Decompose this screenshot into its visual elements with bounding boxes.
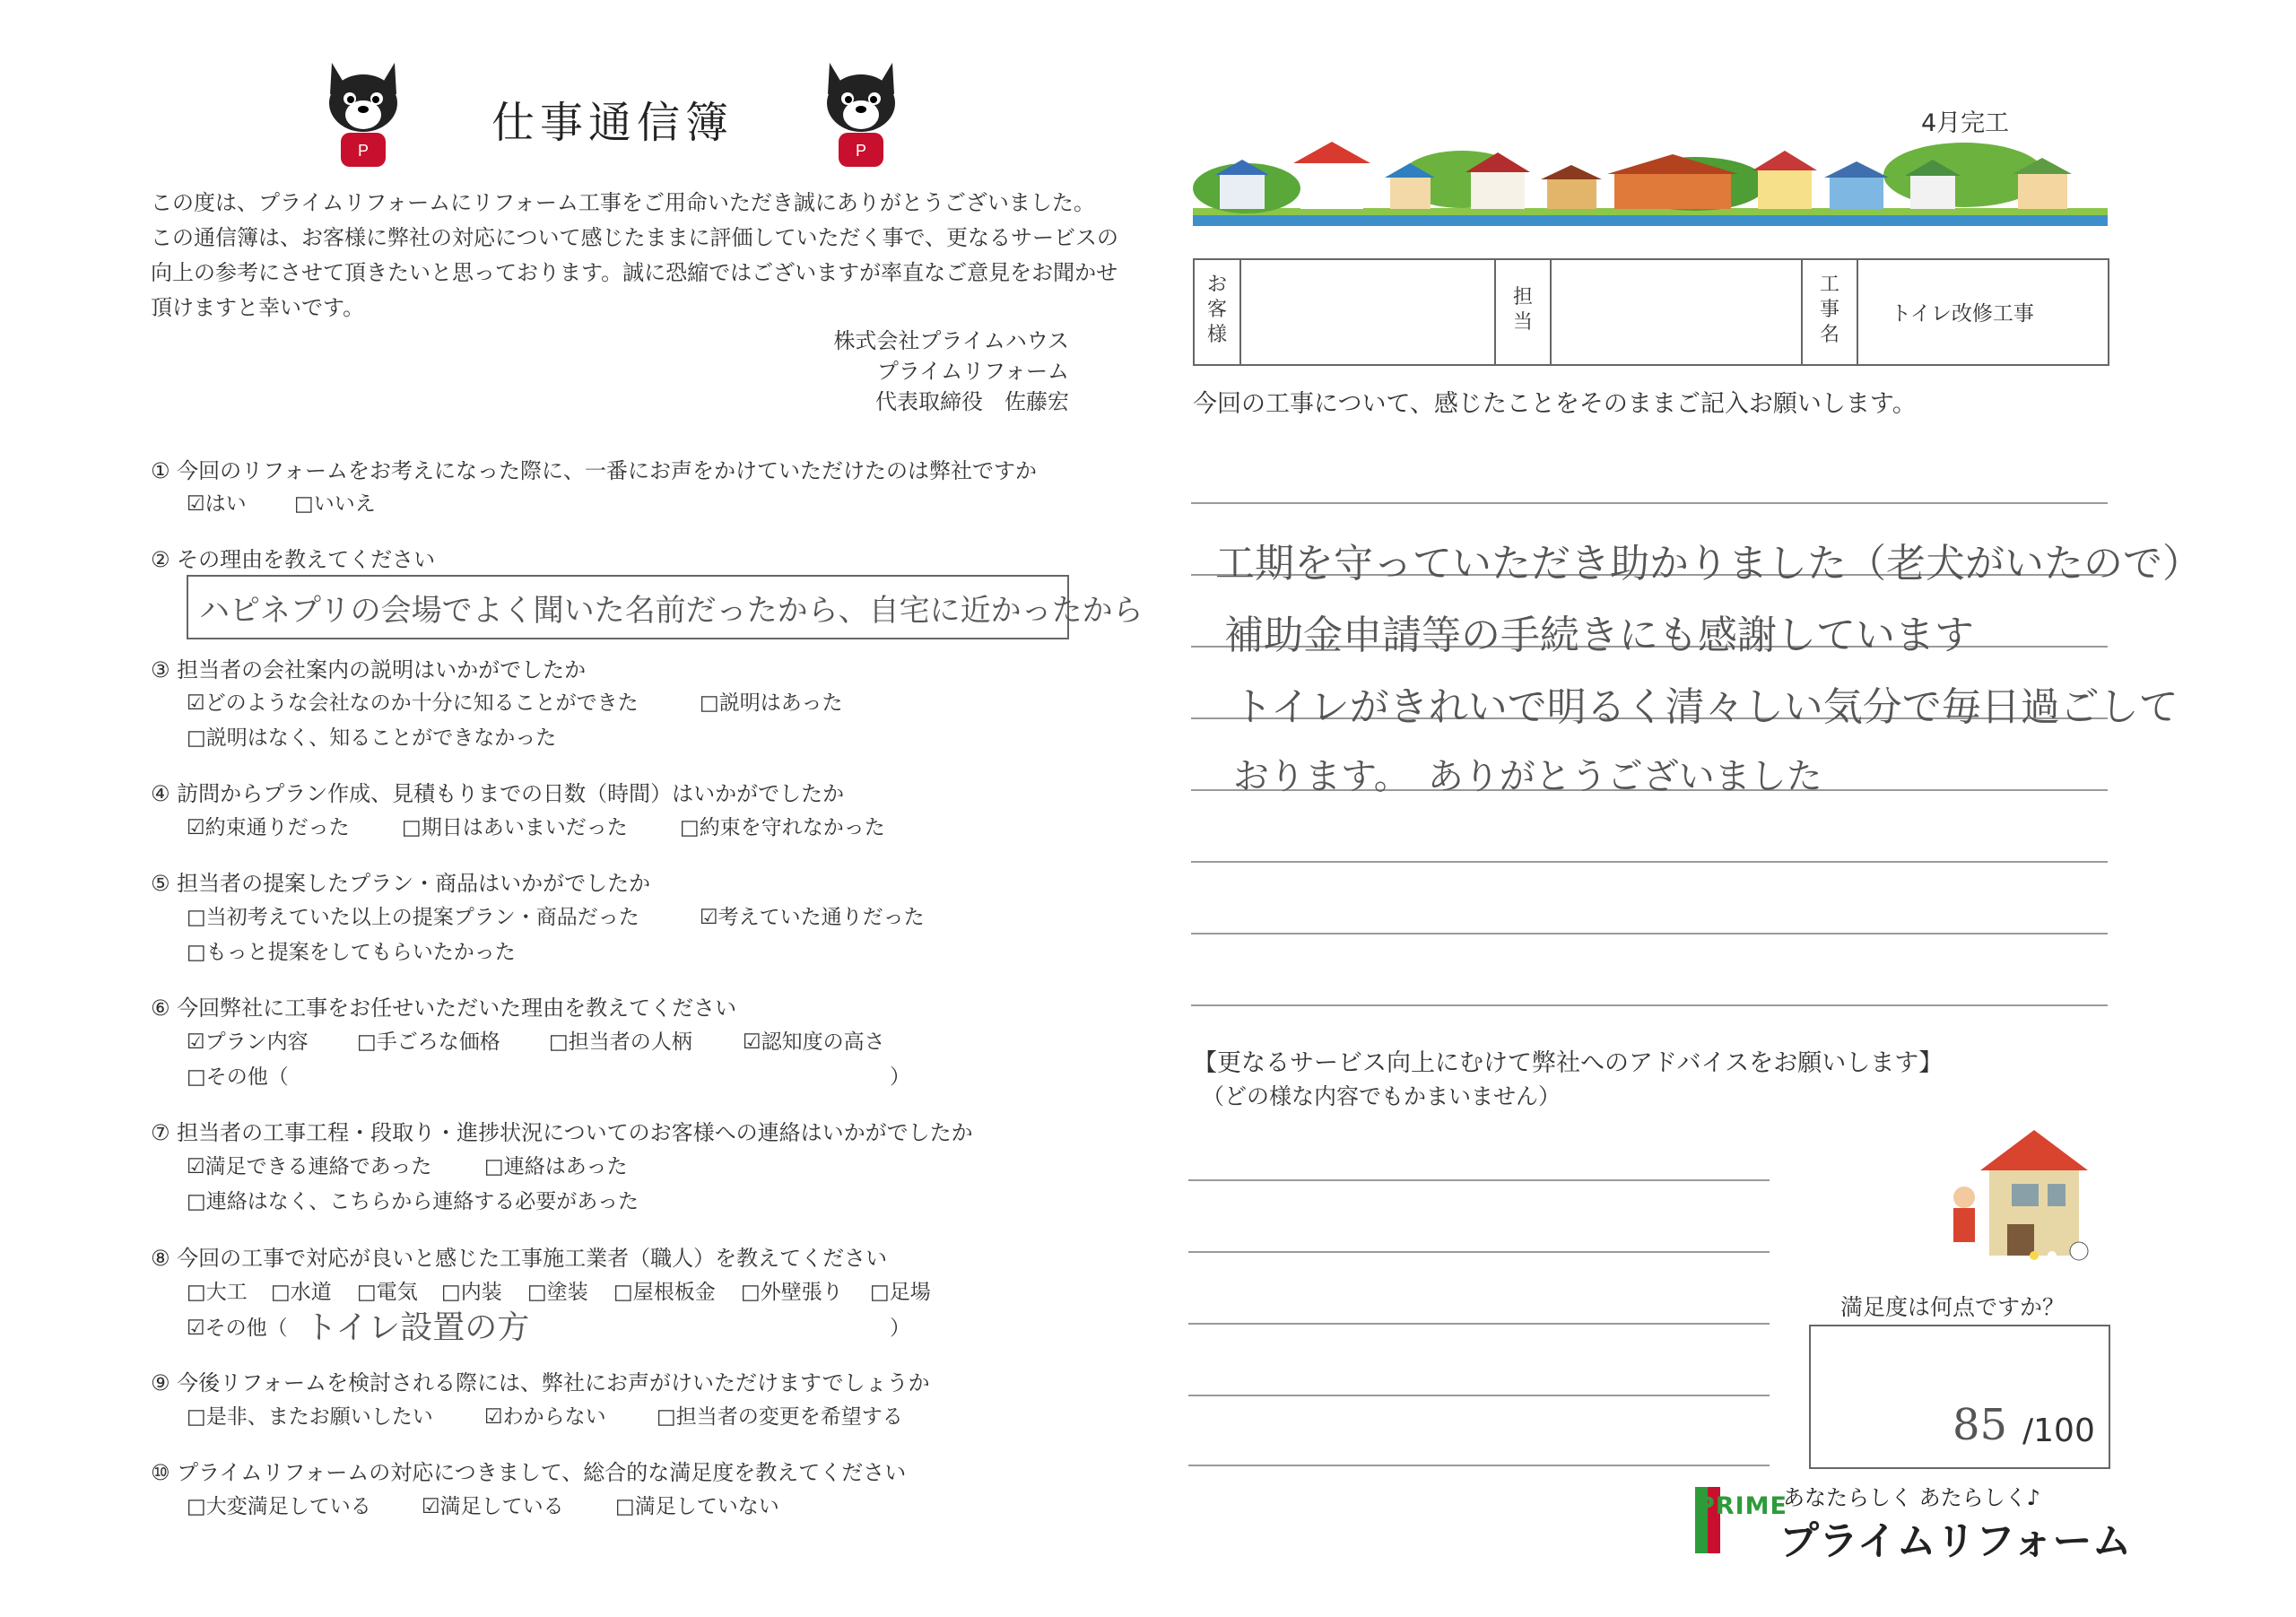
q7-option-2[interactable]: □連絡はあった [484,1155,628,1178]
q3-option-2[interactable]: □説明はあった [700,691,843,715]
ruled-line [1191,933,2108,935]
page-title: 仕事通信簿 [491,98,735,148]
q9-option-1[interactable]: □是非、またお願いしたい [187,1405,433,1429]
brand-slogan: あなたらしく あたらしく♪ [1783,1485,2040,1510]
house-illustration-icon [1944,1126,2097,1269]
question-2: ② その理由を教えてください [151,547,436,572]
company-ceo: 代表取締役 佐藤宏 [875,389,1069,414]
intro-line-2: この通信簿は、お客様に弊社の対応について感じたままに評価していただく事で、更なるサービスの [151,225,1119,250]
q8-option-carpenter[interactable]: □大工 [187,1281,248,1304]
score-max: /100 [2022,1413,2095,1449]
q4-option-1[interactable]: ☑約束通りだった [187,816,350,839]
ruled-line [1191,502,2108,504]
score-value: 85 [1952,1400,2008,1450]
q8-option-plumbing[interactable]: □水道 [271,1281,332,1304]
q2-answer: ハピネプリの会場でよく聞いた名前だったから、自宅に近かったから [199,593,1144,629]
company-brand: プライムリフォーム [876,359,1069,384]
q4-option-2[interactable]: □期日はあいまいだった [402,816,628,839]
comment-line-2: 補助金申請等の手続きにも感謝しています [1224,613,1974,658]
question-9: ⑨ 今後リフォームを検討される際には、弊社にお声がけいただけますでしょうか [151,1370,930,1395]
q9-option-2[interactable]: ☑わからない [484,1405,606,1429]
q2-answer-box[interactable] [187,575,1144,639]
work-name-label: 工事名 [1819,274,1839,346]
q8-other-close: ） [890,1317,910,1340]
question-6: ⑥ 今回弊社に工事をお任せいただいた理由を教えてください [151,995,737,1021]
customer-label: お客様 [1206,274,1227,346]
intro-line-3: 向上の参考にさせて頂きたいと思っております。誠に恐縮ではございますが率直なご意見をお聞かせ [151,260,1118,285]
score-label: 満足度は何点ですか？ [1840,1294,2066,1320]
advice-prompt: 【更なるサービス向上にむけて弊社へのアドバイスをお願いします】 [1193,1049,1944,1077]
q8-option-paint[interactable]: □塗装 [527,1281,588,1304]
brand-prime: PRIME [1697,1492,1787,1520]
q8-option-roof[interactable]: □屋根板金 [613,1281,716,1304]
q7-option-3[interactable]: □連絡はなく、こちらから連絡する必要があった [187,1190,639,1213]
ruled-line [1191,861,2108,863]
q6-option-personality[interactable]: □担当者の人柄 [549,1030,692,1054]
question-4: ④ 訪問からプラン作成、見積もりまでの日数（時間）はいかがでしたか [151,781,845,806]
q1-option-yes[interactable]: ☑はい [187,492,247,516]
question-3: ③ 担当者の会社案内の説明はいかがでしたか [151,657,587,682]
advice-prompt-sub: （どの様な内容でもかまいません） [1202,1083,1561,1109]
q6-other-close: ） [890,1065,910,1089]
completion-label: 4月完工 [1921,109,2010,137]
q5-option-2[interactable]: ☑考えていた通りだった [700,906,925,929]
question-1: ① 今回のリフォームをお考えになった際に、一番にお声をかけていただけたのは弊社ですか [151,458,1037,483]
q5-option-1[interactable]: □当初考えていた以上の提案プラン・商品だった [187,906,639,929]
q6-option-other[interactable]: □その他（ [187,1065,289,1089]
staff-field[interactable] [1557,265,1796,355]
q3-option-1[interactable]: ☑どのような会社なのか十分に知ることができた [187,691,639,715]
q1-option-no[interactable]: □いいえ [294,492,376,516]
q4-option-3[interactable]: □約束を守れなかった [680,816,885,839]
q6-option-plan[interactable]: ☑プラン内容 [187,1030,309,1054]
svg-text:P: P [357,142,370,160]
q7-option-1[interactable]: ☑満足できる連絡であった [187,1155,432,1178]
dog-mascot-left-icon [314,54,413,179]
score-box[interactable] [1809,1325,2110,1469]
comment-line-1: 工期を守っていただき助かりました（老犬がいたので） [1215,541,2202,587]
dog-mascot-right-icon [812,54,910,179]
intro-line-1: この度は、プライムリフォームにリフォーム工事をご用命いただき誠にありがとうございました。 [151,190,1095,215]
q8-option-interior[interactable]: □内装 [441,1281,502,1304]
advice-input-area[interactable] [1188,1103,1770,1471]
q5-option-3[interactable]: □もっと提案をしてもらいたかった [187,941,516,964]
q10-option-2[interactable]: ☑満足している [422,1495,564,1518]
company-name: 株式会社プライムハウス [833,328,1069,353]
question-7: ⑦ 担当者の工事工程・段取り・進捗状況についてのお客様への連絡はいかがでしたか [151,1120,973,1145]
town-illustration-icon [1193,135,2108,233]
staff-label: 担当 [1512,286,1533,334]
q8-option-scaffold[interactable]: □足場 [870,1281,931,1304]
q10-option-1[interactable]: □大変満足している [187,1495,371,1518]
q9-option-3[interactable]: □担当者の変更を希望する [657,1405,903,1429]
question-8: ⑧ 今回の工事で対応が良いと感じた工事施工業者（職人）を教えてください [151,1246,888,1271]
q8-option-other[interactable]: ☑その他（ [187,1317,288,1340]
svg-text:P: P [855,142,867,160]
q8-option-siding[interactable]: □外壁張り [741,1281,843,1304]
question-5: ⑤ 担当者の提案したプラン・商品はいかがでしたか [151,871,651,896]
work-name-value: トイレ改修工事 [1891,302,2034,326]
q8-other-answer: トイレ設置の方 [305,1309,530,1346]
customer-field[interactable] [1247,265,1489,355]
q3-option-3[interactable]: □説明はなく、知ることができなかった [187,726,557,750]
comment-line-4: おります。 ありがとうございました [1233,756,1822,797]
q8-option-electric[interactable]: □電気 [357,1281,418,1304]
intro-line-4: 頂けますと幸いです。 [151,295,365,320]
ruled-line [1191,1004,2108,1006]
q6-option-recognition[interactable]: ☑認知度の高さ [743,1030,885,1054]
comment-prompt: 今回の工事について、感じたことをそのままご記入お願いします。 [1193,390,1917,418]
comment-line-3: トイレがきれいで明るく清々しい気分で毎日過ごして [1233,684,2179,730]
q10-option-3[interactable]: □満足していない [615,1495,779,1518]
brand-name: プライムリフォーム [1779,1518,2132,1564]
question-10: ⑩ プライムリフォームの対応につきまして、総合的な満足度を教えてください [151,1460,907,1485]
q6-option-price[interactable]: □手ごろな価格 [357,1030,500,1054]
